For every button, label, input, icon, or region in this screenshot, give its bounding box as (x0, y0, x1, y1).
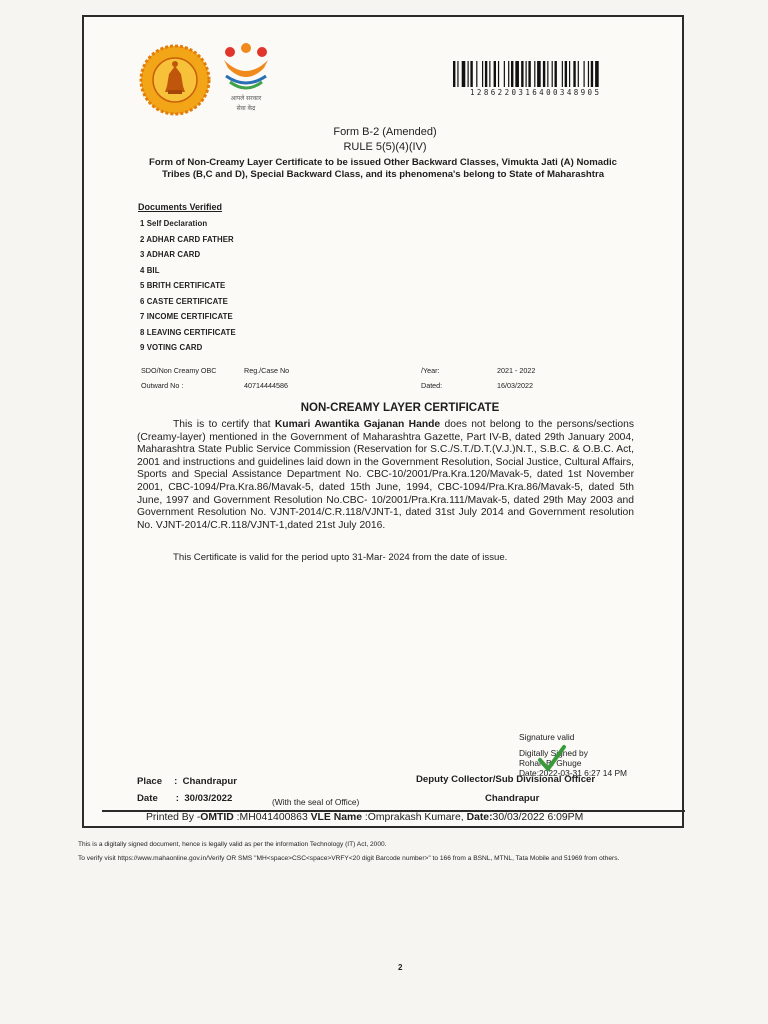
signature-valid-check-icon (537, 744, 567, 774)
signature-line3: Date:2022-03-31 6:27 14 PM (519, 768, 628, 778)
document-item: 9 VOTING CARD (140, 343, 203, 352)
aaple-sarkar-logo-icon (218, 42, 274, 114)
logo-caption-line1: आपले सरकार (230, 95, 262, 102)
barcode-icon (453, 61, 637, 87)
outward-value: 40714444586 (244, 381, 288, 390)
seal-note: (With the seal of Office) (272, 797, 360, 807)
applicant-name: Kumari Awantika Gajanan Hande (274, 419, 441, 430)
place-row: Place : Chandrapur (137, 776, 237, 787)
document-item: 5 BRITH CERTIFICATE (140, 281, 226, 290)
document-item: 7 INCOME CERTIFICATE (140, 312, 233, 321)
document-item: 2 ADHAR CARD FATHER (140, 235, 234, 244)
page-number: 2 (398, 963, 403, 972)
verify-note: To verify visit https://www.mahaonline.gov.in/Verify OR SMS "MH<space>CSC<space>VRFY<20 digit Barcode number>" to 166 from a BSNL, MTNL, Tata Mobile and 51969 from others. (78, 855, 620, 862)
dated-label: Dated: (421, 381, 443, 390)
certificate-intro: This is to certify that (173, 419, 275, 430)
document-item: 1 Self Declaration (140, 219, 208, 228)
dated-value: 16/03/2022 (497, 381, 533, 390)
reg-case-label: Reg./Case No (244, 366, 290, 375)
certificate-title: NON-CREAMY LAYER CERTIFICATE (300, 402, 500, 414)
place-value: Chandrapur (182, 776, 237, 787)
office-place: Chandrapur (485, 793, 540, 804)
date-value: 30/03/2022 (184, 793, 233, 804)
document-item: 3 ADHAR CARD (140, 250, 201, 259)
maharashtra-seal-icon (139, 44, 211, 116)
signature-line1: Digitally Signed by (519, 748, 588, 758)
officer-title: Deputy Collector/Sub Divisional Officer (416, 774, 596, 785)
signature-line2: Rohan B. Ghuge (519, 758, 582, 768)
documents-heading: Documents Verified (138, 202, 223, 212)
certificate-body (137, 419, 634, 532)
document-item: 6 CASTE CERTIFICATE (140, 297, 228, 306)
form-title: Form B-2 (Amended) (333, 126, 437, 138)
signature-status: Signature valid (519, 732, 575, 742)
validity-statement: This Certificate is valid for the period upto 31-Mar- 2024 from the date of issue. (173, 552, 508, 563)
form-rule: RULE 5(5)(4)(IV) (343, 141, 427, 153)
place-label: Place (137, 776, 163, 787)
date-label: Date (137, 793, 158, 804)
printed-by-line: Printed By -OMTID :MH041400863 VLE Name :Omprakash Kumare, Date:30/03/2022 6:09PM (146, 812, 584, 823)
document-item: 8 LEAVING CERTIFICATE (140, 328, 236, 337)
office-label: SDO/Non Creamy OBC (141, 366, 217, 375)
date-row: Date : 30/03/2022 (137, 793, 233, 804)
legal-note: This is a digitally signed document, hence is legally valid as per the information Technology (IT) Act, 2000. (78, 841, 387, 848)
year-value: 2021 - 2022 (497, 366, 536, 375)
barcode-number: 1286220316400348905 (470, 88, 602, 97)
logo-caption-line2: सेवा केंद्र (236, 105, 256, 112)
certificate-body-text: does not belong to the persons/sections (Creamy-layer) mentioned in the Government of Maharashtra Gazette, Part IV-B, dated 29th January 2004, Maharashtra State Public Service Commission (Reservation for S.C./S.T./D.T.(V.J.)N.T., S.B.C. & O.B.C. Act, 2001 and instructions and guidelines laid down in the Government Resolution, Social Justice, Cultural Affairs, Sports and Special Assistance Department No. CBC-10/2001/Pra.Kra.120/Mavak-5, dated 1st November 2001, CBC-1094/Pra.Kra.86/Mavak-5, dated 15th June, 1994, CBC-1094/Pra.Kra.86/Mavak-5, dated 5th June, 1997 and Government Resolution No.CBC- 10/2001/Pra.Kra.111/Mavak-5, dated 29th May 2003 and Government Resolution No. VJNT-2014/C.R.118/VJNT-1, dated 31st July 2014 and Government resolution No. VJNT-2014/C.R.118/VJNT-1,dated 21st July 2016. (137, 419, 634, 531)
document-item: 4 BIL (140, 266, 160, 275)
year-label: /Year: (421, 366, 440, 375)
form-description: Form of Non-Creamy Layer Certificate to be issued Other Backward Classes, Vimukta Jati (A) Nomadic Tribes (B,C and D), Special Backward Class, and its phenomena's belong to State of Maharashtra (149, 157, 617, 180)
outward-label: Outward No : (141, 381, 184, 390)
